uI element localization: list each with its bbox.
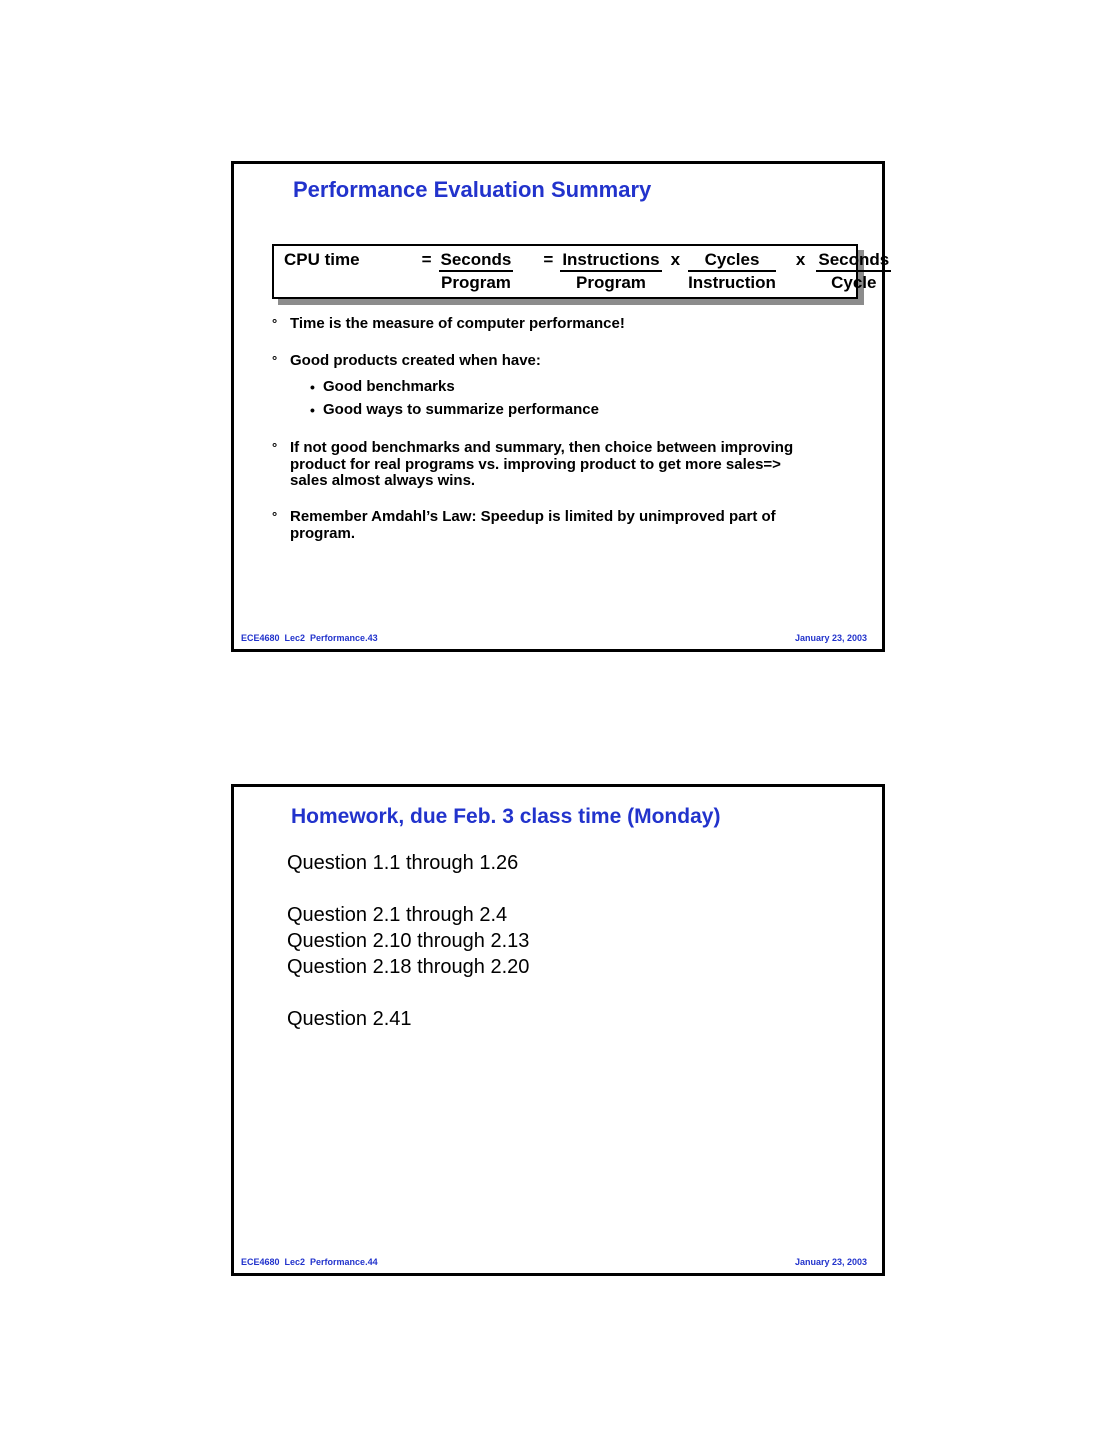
fraction-denominator: Instruction [688, 273, 776, 292]
bullet-text-line: If not good benchmarks and summary, then choice between improving [290, 439, 794, 456]
degree-bullet-marker: ° [272, 509, 278, 524]
cpu-time-equation-box [272, 244, 890, 299]
fraction-numerator: Seconds [439, 250, 514, 272]
bullet-text [290, 440, 793, 490]
slide-title: Homework, due Feb. 3 class time (Monday) [291, 805, 721, 828]
fraction-denominator: Cycle [831, 273, 877, 292]
bullet-text-line: Remember Amdahl’s Law: Speedup is limited by unimproved part of [290, 508, 776, 525]
equation-lhs: CPU time [284, 250, 360, 269]
bullet-good-benchmarks [310, 379, 455, 396]
fraction-seconds-per-program [439, 250, 514, 292]
bullet-if-not-good-benchmarks [272, 440, 793, 490]
degree-bullet-marker: ° [272, 353, 278, 368]
times-sign: x [795, 250, 806, 269]
fraction-denominator: Program [440, 273, 511, 292]
homework-question-list [287, 850, 529, 1032]
homework-line: Question 2.1 through 2.4 [287, 904, 508, 926]
slide-footer-date: January 23, 2003 [794, 1257, 867, 1267]
equals-sign: = [421, 250, 432, 269]
homework-line: Question 1.1 through 1.26 [287, 852, 519, 874]
bullet-text: Good benchmarks [323, 378, 455, 395]
bullet-good-ways-summarize [310, 402, 599, 419]
bullet-text: Good products created when have: [290, 352, 541, 369]
bullet-time-measure [272, 316, 625, 333]
bullet-remember-amdahls-law [272, 509, 776, 542]
fraction-numerator: Instructions [560, 250, 661, 272]
fraction-numerator: Cycles [688, 250, 776, 272]
bullet-good-products [272, 353, 541, 370]
slide-homework [231, 784, 885, 1276]
degree-bullet-marker: ° [272, 440, 278, 455]
slide-footer-id: ECE4680 Lec2 Performance.43 [241, 633, 378, 643]
fraction-cycles-per-instruction [688, 250, 776, 292]
degree-bullet-marker: ° [272, 316, 278, 331]
slide-performance-evaluation-summary [231, 161, 890, 652]
bullet-text: Time is the measure of computer performance! [290, 315, 625, 332]
slide-footer-id: ECE4680 Lec2 Performance.44 [241, 1257, 378, 1267]
fraction-instructions-per-program [560, 250, 661, 292]
fraction-numerator: Seconds [816, 250, 891, 272]
fraction-seconds-per-cycle [816, 250, 891, 292]
homework-blank-line [287, 876, 529, 902]
dot-bullet-marker: • [310, 402, 315, 418]
homework-line: Question 2.18 through 2.20 [287, 956, 530, 978]
bullet-text-line: sales almost always wins. [290, 472, 476, 489]
homework-line: Question 2.41 [287, 1008, 412, 1030]
bullet-text: Good ways to summarize performance [323, 401, 599, 418]
fraction-denominator: Program [576, 273, 646, 292]
slide-title: Performance Evaluation Summary [293, 177, 652, 202]
equals-sign: = [543, 250, 554, 269]
homework-line: Question 2.10 through 2.13 [287, 930, 530, 952]
dot-bullet-marker: • [310, 379, 315, 395]
homework-blank-line [287, 980, 529, 1006]
bullet-text [290, 509, 776, 542]
slide-footer-date: January 23, 2003 [794, 633, 867, 643]
bullet-text-line: program. [290, 524, 356, 542]
times-sign: x [670, 250, 681, 269]
bullet-text-line: product for real programs vs. improving product to get more sales=> [290, 455, 781, 473]
